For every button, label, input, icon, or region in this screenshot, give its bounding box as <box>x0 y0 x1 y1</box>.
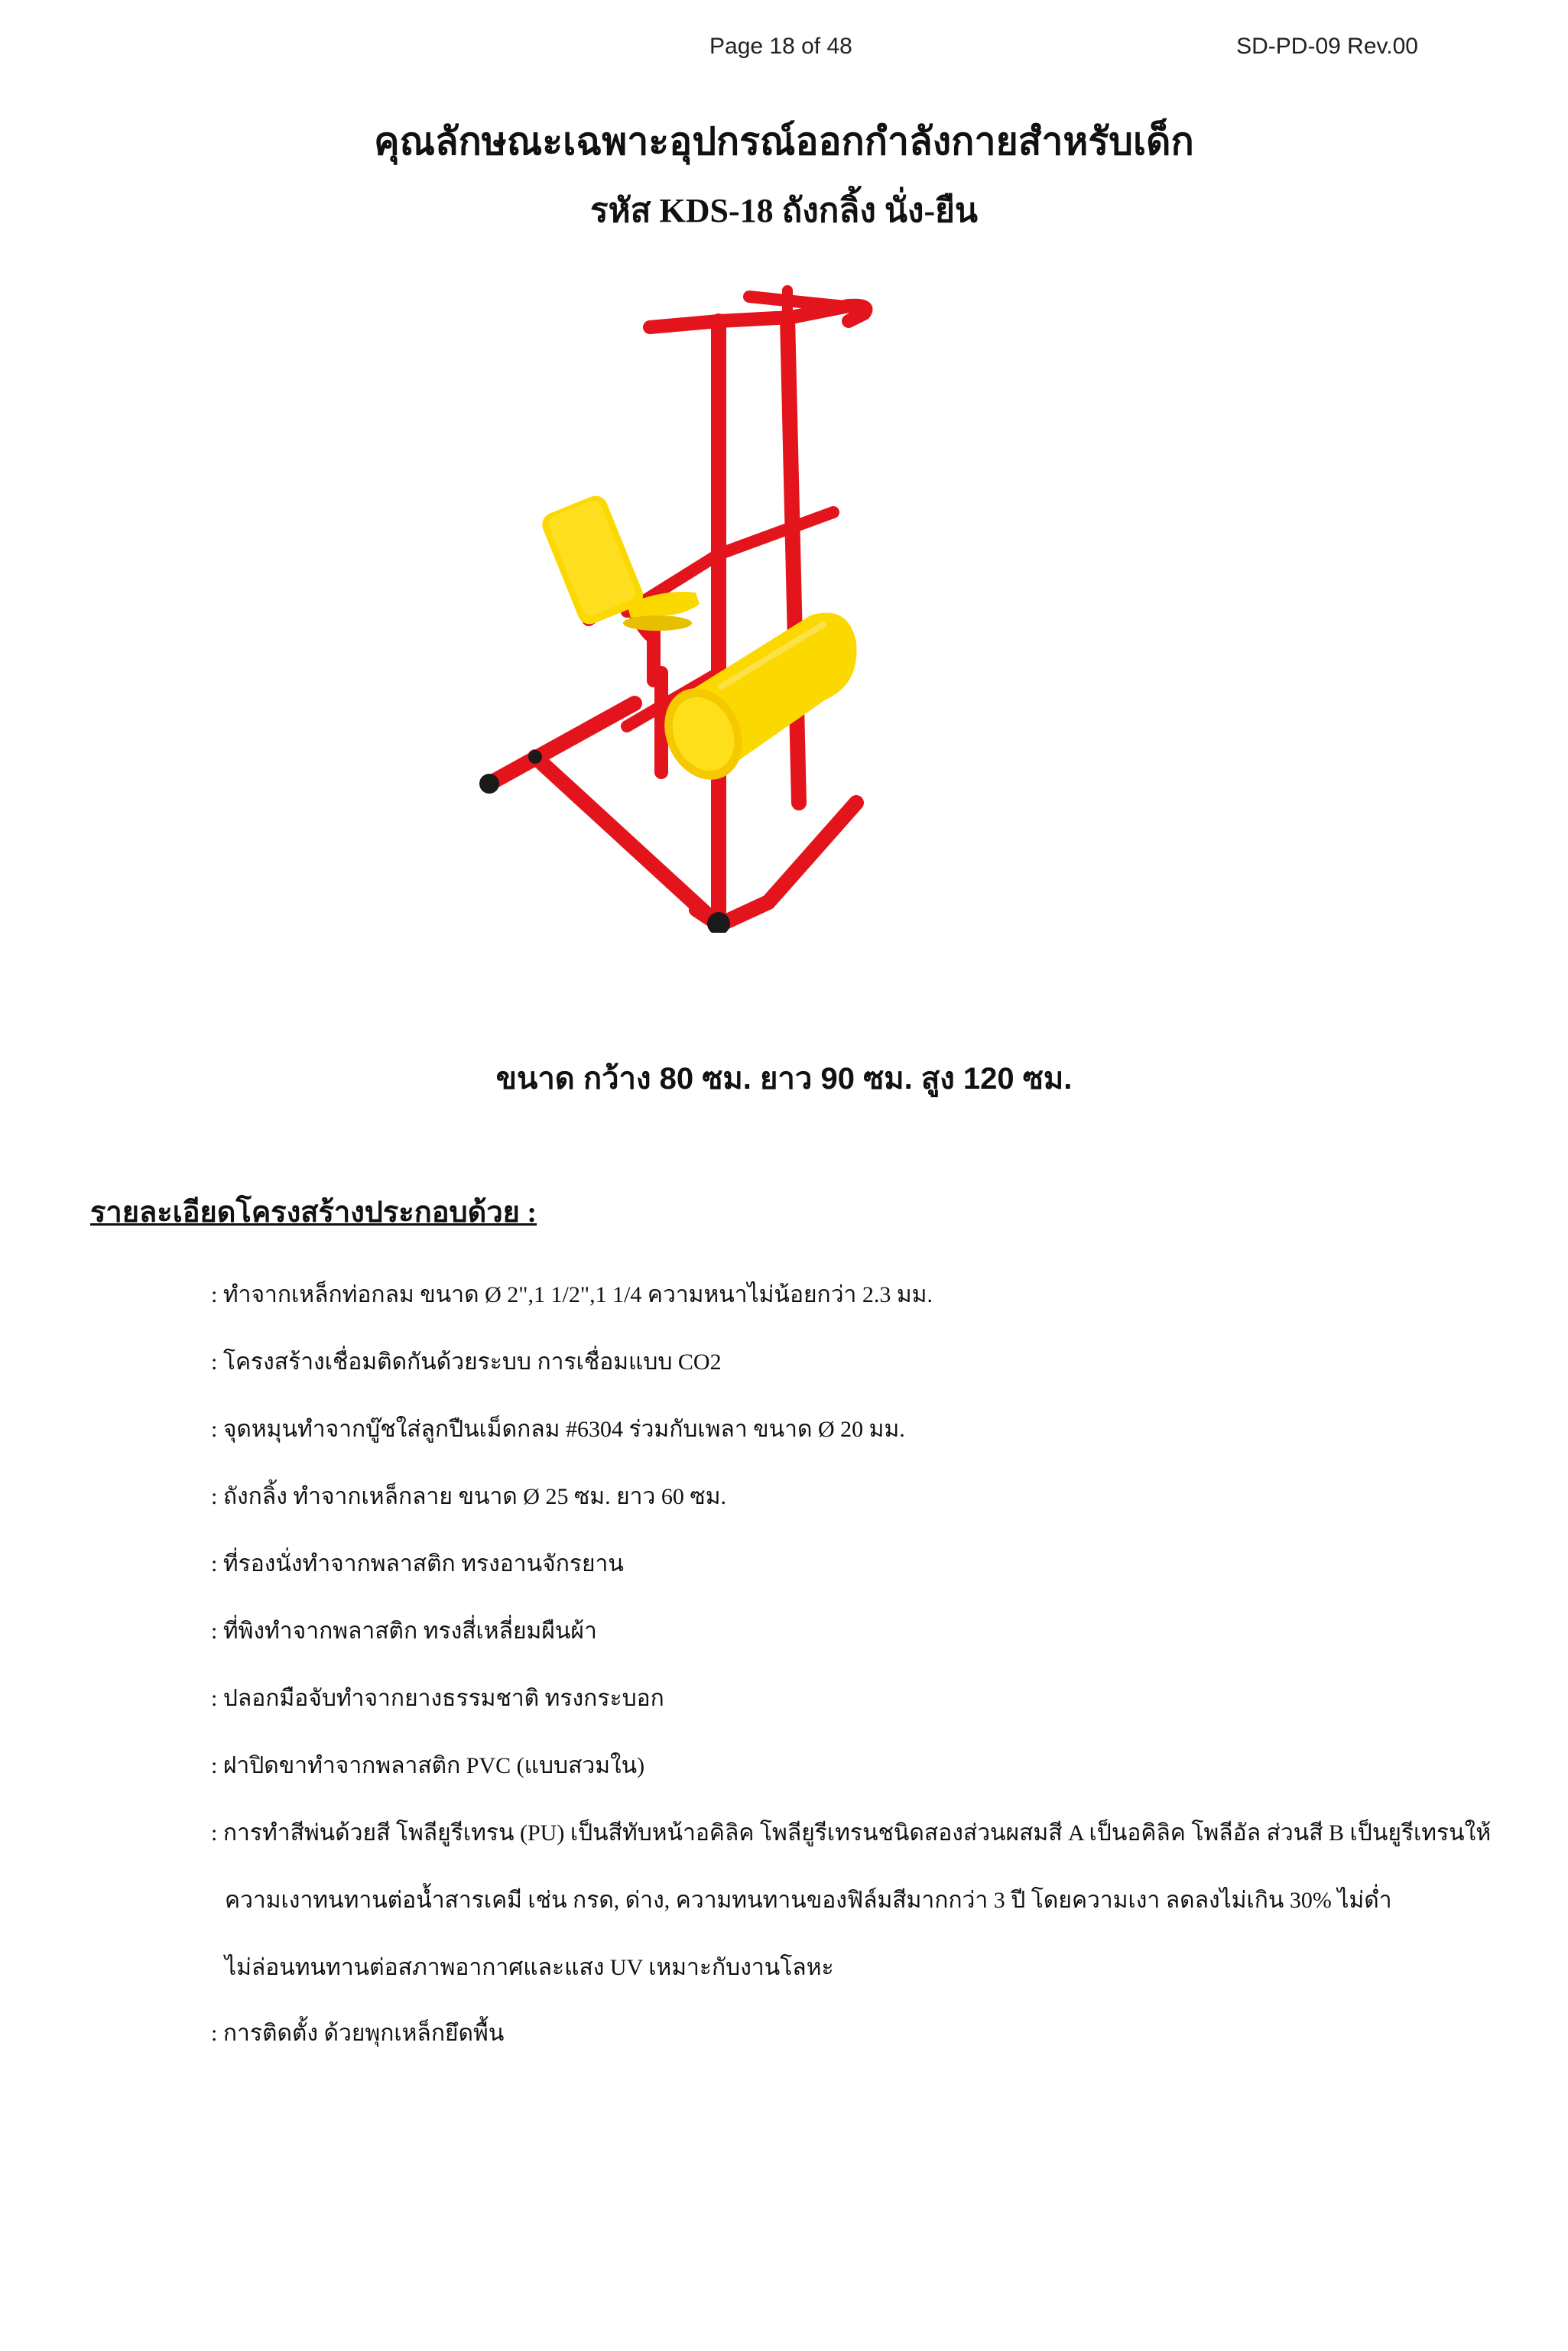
detail-item: : ฝาปิดขาทำจากพลาสติก PVC (แบบสวมใน) <box>211 1753 645 1778</box>
product-code-title: รหัส KDS-18 ถังกลิ้ง นั่ง-ยืน <box>590 192 978 229</box>
detail-item: : โครงสร้างเชื่อมติดกันด้วยระบบ การเชื่อมแบบ CO2 <box>211 1349 722 1375</box>
detail-item: : ที่พิงทำจากพลาสติก ทรงสี่เหลี่ยมผืนผ้า <box>211 1619 597 1644</box>
detail-item-continuation: ไม่ล่อนทนทานต่อสภาพอากาศและแสง UV เหมาะกับงานโลหะ <box>225 1955 834 1980</box>
detail-item: : ทำจากเหล็กท่อกลม ขนาด Ø 2",1 1/2",1 1/4 ความหนาไม่น้อยกว่า 2.3 มม. <box>211 1282 933 1307</box>
product-image <box>466 275 1124 933</box>
page-number: Page 18 of 48 <box>709 34 852 59</box>
dimensions: ขนาด กว้าง 80 ซม. ยาว 90 ซม. สูง 120 ซม. <box>495 1062 1073 1096</box>
page-title: คุณลักษณะเฉพาะอุปกรณ์ออกกำลังกายสำหรับเด็ก <box>374 120 1194 163</box>
detail-item: : ปลอกมือจับทำจากยางธรรมชาติ ทรงกระบอก <box>211 1686 664 1711</box>
detail-item: : การติดตั้ง ด้วยพุกเหล็กยึดพื้น <box>211 2021 505 2046</box>
detail-item: : การทำสีพ่นด้วยสี โพลียูรีเทรน (PU) เป็นสีทับหน้าอคิลิค โพลียูรีเทรนชนิดสองส่วนผสมสี A เป็นอคิลิค โพลีอัล ส่วนสี B เป็นยูรีเทรนให้ <box>211 1820 1492 1846</box>
detail-item: : ถังกลิ้ง ทำจากเหล็กลาย ขนาด Ø 25 ซม. ยาว 60 ซม. <box>211 1484 726 1509</box>
document-code: SD-PD-09 Rev.00 <box>1236 34 1418 59</box>
detail-item-continuation: ความเงาทนทานต่อน้ำสารเคมี เช่น กรด, ด่าง, ความทนทานของฟิล์มสีมากกว่า 3 ปี โดยความเงา ลดลงไม่เกิน 30% ไม่ด่ำ <box>225 1888 1392 1913</box>
details-heading: รายละเอียดโครงสร้างประกอบด้วย : <box>90 1197 537 1229</box>
rolling-drum <box>650 613 856 793</box>
detail-item: : ที่รองนั่งทำจากพลาสติก ทรงอานจักรยาน <box>211 1551 624 1577</box>
detail-item: : จุดหมุนทำจากบู๊ชใส่ลูกปืนเม็ดกลม #6304 ร่วมกับเพลา ขนาด Ø 20 มม. <box>211 1417 905 1442</box>
